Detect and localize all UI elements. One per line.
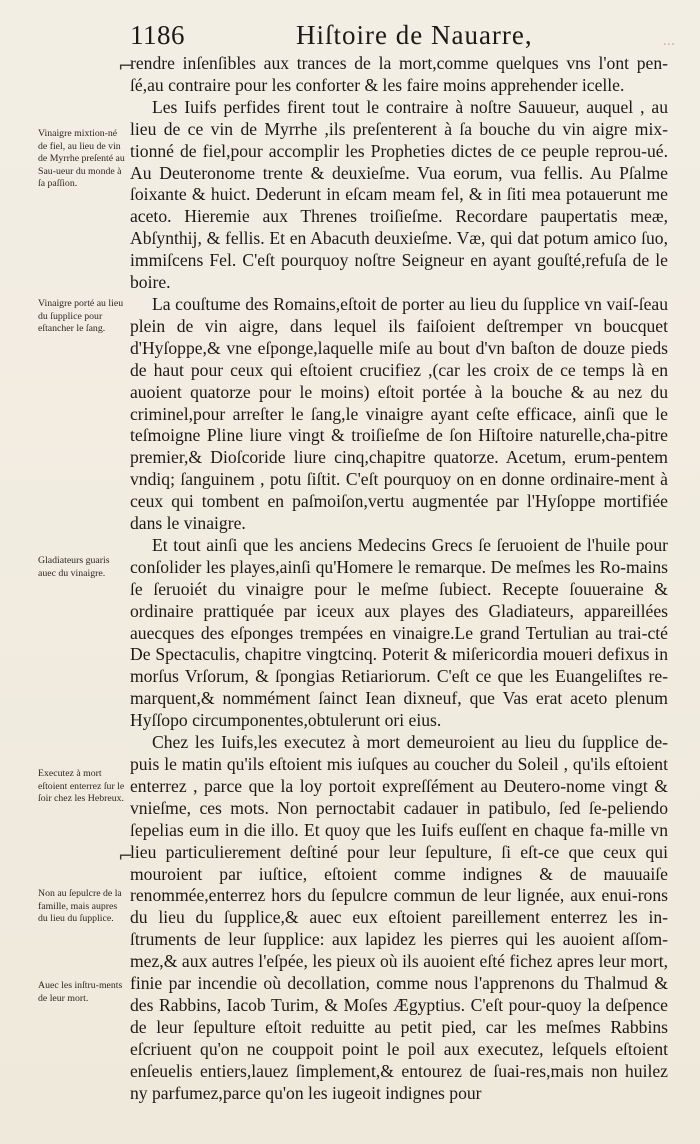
paragraph: Et tout ainſi que les anciens Medecins Grecs ſe ſeruoient de l'huile pour conſolider les playes,ainſi qu'Homere le remarque. De meſmes les Ro-mains ſe ſeruoiét du vinaigre pour le meſme ſubiect. Recepte ſouueraine & ordinaire prattiquée par iceux aux playes des Gladiateurs, appareillées auecques des eſponges trempées en vinaigre.Le grand Tertulian au trai-cté De Spectaculis, chapitre vingtcinq. Poterit & miſericordia moueri defixus in morſus Vrſorum, & ſpongias Retiariorum. C'eſt ce que les Euangeliſtes re-marquent,& nommément ſainct Iean dixneuf, que Vas erat aceto plenum Hyſſopo circumponentes,obtulerunt ori eius. [130, 534, 668, 731]
sidenote-gladiateurs: Gladiateurs guaris auec du vinaigre. [38, 555, 110, 579]
margin-mark: ⌐ [118, 56, 134, 77]
paragraph: La couſtume des Romains,eſtoit de porter au lieu du ſupplice vn vaiſ-ſeau plein de vin aigre, dans lequel ils faiſoient deſtremper vn boucquet d'Hyſoppe,& vne eſponge,laquelle miſe au bout d'vn baſton de douze pieds de haut pour ceux qui eſtoient crucifiez ,(car les croix de ce temps là en auoient quatorze pour le moins) eſtoit portée à la bouche & au nez du criminel,pour arreſter le ſang,le vinaigre ayant ceſte efficace, ainſi que le teſmoigne Pline liure vingt & troiſieſme de ſon Hiſtoire naturelle,cha-pitre premier,& Dioſcoride liure cinq,chapitre quatorze. Acetum, erum-pentem vndiq; ſanguinem , potu ſiſtit. C'eſt pourquoy on en donne ordinaire-ment à ceux qui tombent en paſmoiſon,vertu augmentée par l'Hyſoppe mortifiée dans le vinaigre. [130, 293, 668, 534]
header-ornament: ... [662, 34, 675, 49]
page-header [130, 16, 675, 56]
sidenote-sepulcre: Non au ſepulcre de la famille, mais aupres du lieu du ſupplice. [38, 888, 122, 924]
sidenote-vinaigre-supplice: Vinaigre porté au lieu du ſupplice pour eſtancher le ſang. [38, 298, 124, 334]
running-title: Hiſtoire de Nauarre, [296, 20, 533, 50]
page-number: 1186 [130, 20, 185, 50]
paragraph: Chez les Iuifs,les executez à mort demeuroient au lieu du ſupplice de-puis le matin qu'ils eſtoient mis iuſques au coucher du Soleil , qu'ils eſtoient enterrez , parce que la loy portoit expreſſément au Deutero-nome vingt & vnieſme, ces mots. Non pernoctabit cadauer in patibulo, ſed ſe-peliendo ſepelias eum in die illo. Et quoy que les Iuifs euſſent en chaque fa-mille vn lieu particulierement deſtiné pour leur ſepulture, ſi eſt-ce que ceux qui mouroient par iuſtice, eſtoient comme indignes & de mauuaiſe renommée,enterrez hors du ſepulcre commun de leur lignée, aux enui-rons du lieu du ſupplice,& auec eux eſtoient pareillement enterrez les in-ſtruments de leur ſupplice: aux lapidez les pierres qui les auoient aſſom-mez,& aux autres l'eſpée, les pieux où ils auoient eſté fichez apres leur mort, finie par incendie où decollation, comme nous l'apprenons du Thalmud & des Rabbins, Iacob Turim, & Moſes Ægyptius. C'eſt pour-quoy la deſpence de leur ſepulture eſtoit reduitte au petit pied, car les meſmes Rabbins eſcriuent qu'on ne couppoit point le poil aux executez, leſquels eſtoient enſeuelis entiers,lauez ſimplement,& entourez de ſuai-res,mais non huilez ny parfumez,parce qu'on les iugeoit indignes pour [130, 732, 668, 1103]
sidenote-instruments: Auec les inſtru-ments de leur mort. [38, 980, 123, 1004]
main-text [130, 53, 668, 1105]
paragraph: Les Iuifs perfides firent tout le contraire à noſtre Sauueur, auquel , au lieu de ce vin de Myrrhe ,ils preſenterent à ſa bouche du vin aigre mix-tionné de fiel,pour accomplir les Propheties dictes de ce peuple reprou-ué. Au Deuteronome trente & deuxieſme. Vua eorum, vua fellis. Au Pſalme ſoixante & huict. Dederunt in eſcam meam fel, & in ſiti mea potauerunt me aceto. Hieremie aux Threnes troiſieſme. Recordare paupertatis meæ, Abſynthij, & fellis. Et en Abacuth deuxieſme. Væ, qui dat potum amico ſuo, immiſcens Fel. C'eſt pourquoy noſtre Seigneur en ayant gouſté,refuſa de le boire. [130, 96, 668, 293]
margin-mark: ⌐ [118, 846, 134, 867]
paragraph: rendre inſenſibles aux trances de la mort,comme quelques vns l'ont pen-ſé,au contraire pour les conforter & les faire moins apprehender icelle. [130, 53, 668, 95]
sidenote-vinaigre-fiel: Vinaigre mixtion-né de fiel, au lieu de vin de Myrrhe preſenté au Sau-ueur du monde à ſa paſſion. [38, 128, 125, 189]
sidenote-executez: Executez à mort eſtoient enterrez ſur le ſoir chez les Hebreux. [38, 768, 125, 804]
